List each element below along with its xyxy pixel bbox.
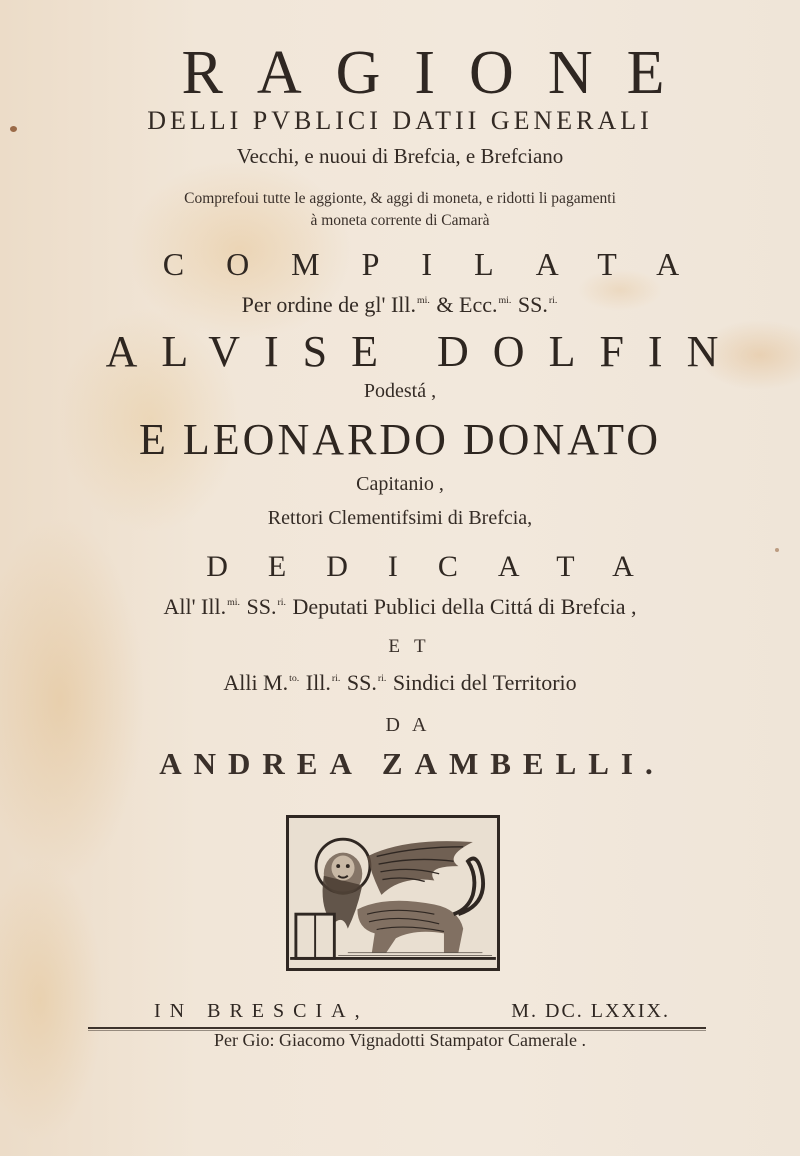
- printer-line: Per Gio: Giacomo Vignadotti Stampator Camerale .: [213, 1030, 586, 1050]
- ordine-sup-3: ri.: [548, 294, 558, 306]
- author-name: ANDREA ZAMBELLI.: [159, 746, 665, 781]
- person-2-name: E LEONARDO DONATO: [139, 415, 661, 464]
- dedication-1-sup-1: mi.: [227, 596, 241, 608]
- compilata-heading: COMPILATA: [162, 246, 722, 282]
- et-line: ET: [388, 636, 440, 657]
- dedication-2-mid-2: SS.: [346, 670, 377, 695]
- da-line: DA: [385, 714, 439, 736]
- dedication-1-prefix: All' Ill.: [163, 594, 227, 619]
- dedication-2-sup-3: ri.: [377, 672, 387, 684]
- imprint-year: M. DC. LXXIX.: [511, 1000, 670, 1022]
- imprint-place: IN BRESCIA,: [154, 1000, 369, 1022]
- dedication-2-sup-1: to.: [289, 672, 300, 684]
- ordine-sup-1: mi.: [417, 294, 430, 306]
- dedication-2-sup-2: ri.: [331, 672, 341, 684]
- dedication-1-end: Deputati Publici della Cittá di Brefcia ,: [292, 594, 637, 619]
- dedication-1: [0, 594, 800, 620]
- ordine-mid: & Ecc.: [436, 292, 498, 317]
- title: RAGIONE: [181, 39, 699, 107]
- woodcut-illustration: [286, 815, 500, 971]
- description-line-2: à moneta corrente di Camarà: [310, 212, 490, 229]
- lion-of-saint-mark-icon: [289, 818, 497, 968]
- dedication-1-mid: SS.: [246, 594, 277, 619]
- person-1-name: ALVISE DOLFIN: [105, 327, 743, 376]
- subtitle-2: Vecchi, e nuoui di Brefcia, e Brefciano: [236, 144, 564, 168]
- divider-rule: [88, 1027, 706, 1029]
- dedication-2-end: Sindici del Territorio: [392, 670, 577, 695]
- ordine-sup-2: mi.: [498, 294, 512, 306]
- imprint: [150, 1000, 670, 1030]
- subtitle: DELLI PVBLICI DATII GENERALI: [147, 106, 653, 135]
- dedication-2-mid: Ill.: [305, 670, 331, 695]
- description-line-1: Comprefoui tutte le aggionte, & aggi di moneta, e ridotti li pagamenti: [184, 190, 616, 207]
- dedicata-heading: DEDICATA: [206, 550, 674, 583]
- rettori-line: Rettori Clementifsimi di Brefcia,: [267, 507, 533, 529]
- ordine-prefix: Per ordine de gl' Ill.: [241, 292, 416, 317]
- person-1-role: Podestá ,: [363, 380, 437, 402]
- dedication-1-sup-2: ri.: [277, 596, 287, 608]
- dedication-2: [0, 670, 800, 696]
- ordine-line: [0, 292, 800, 318]
- dedication-2-prefix: Alli M.: [223, 670, 289, 695]
- ordine-end: SS.: [517, 292, 548, 317]
- person-2-role: Capitanio ,: [356, 473, 444, 495]
